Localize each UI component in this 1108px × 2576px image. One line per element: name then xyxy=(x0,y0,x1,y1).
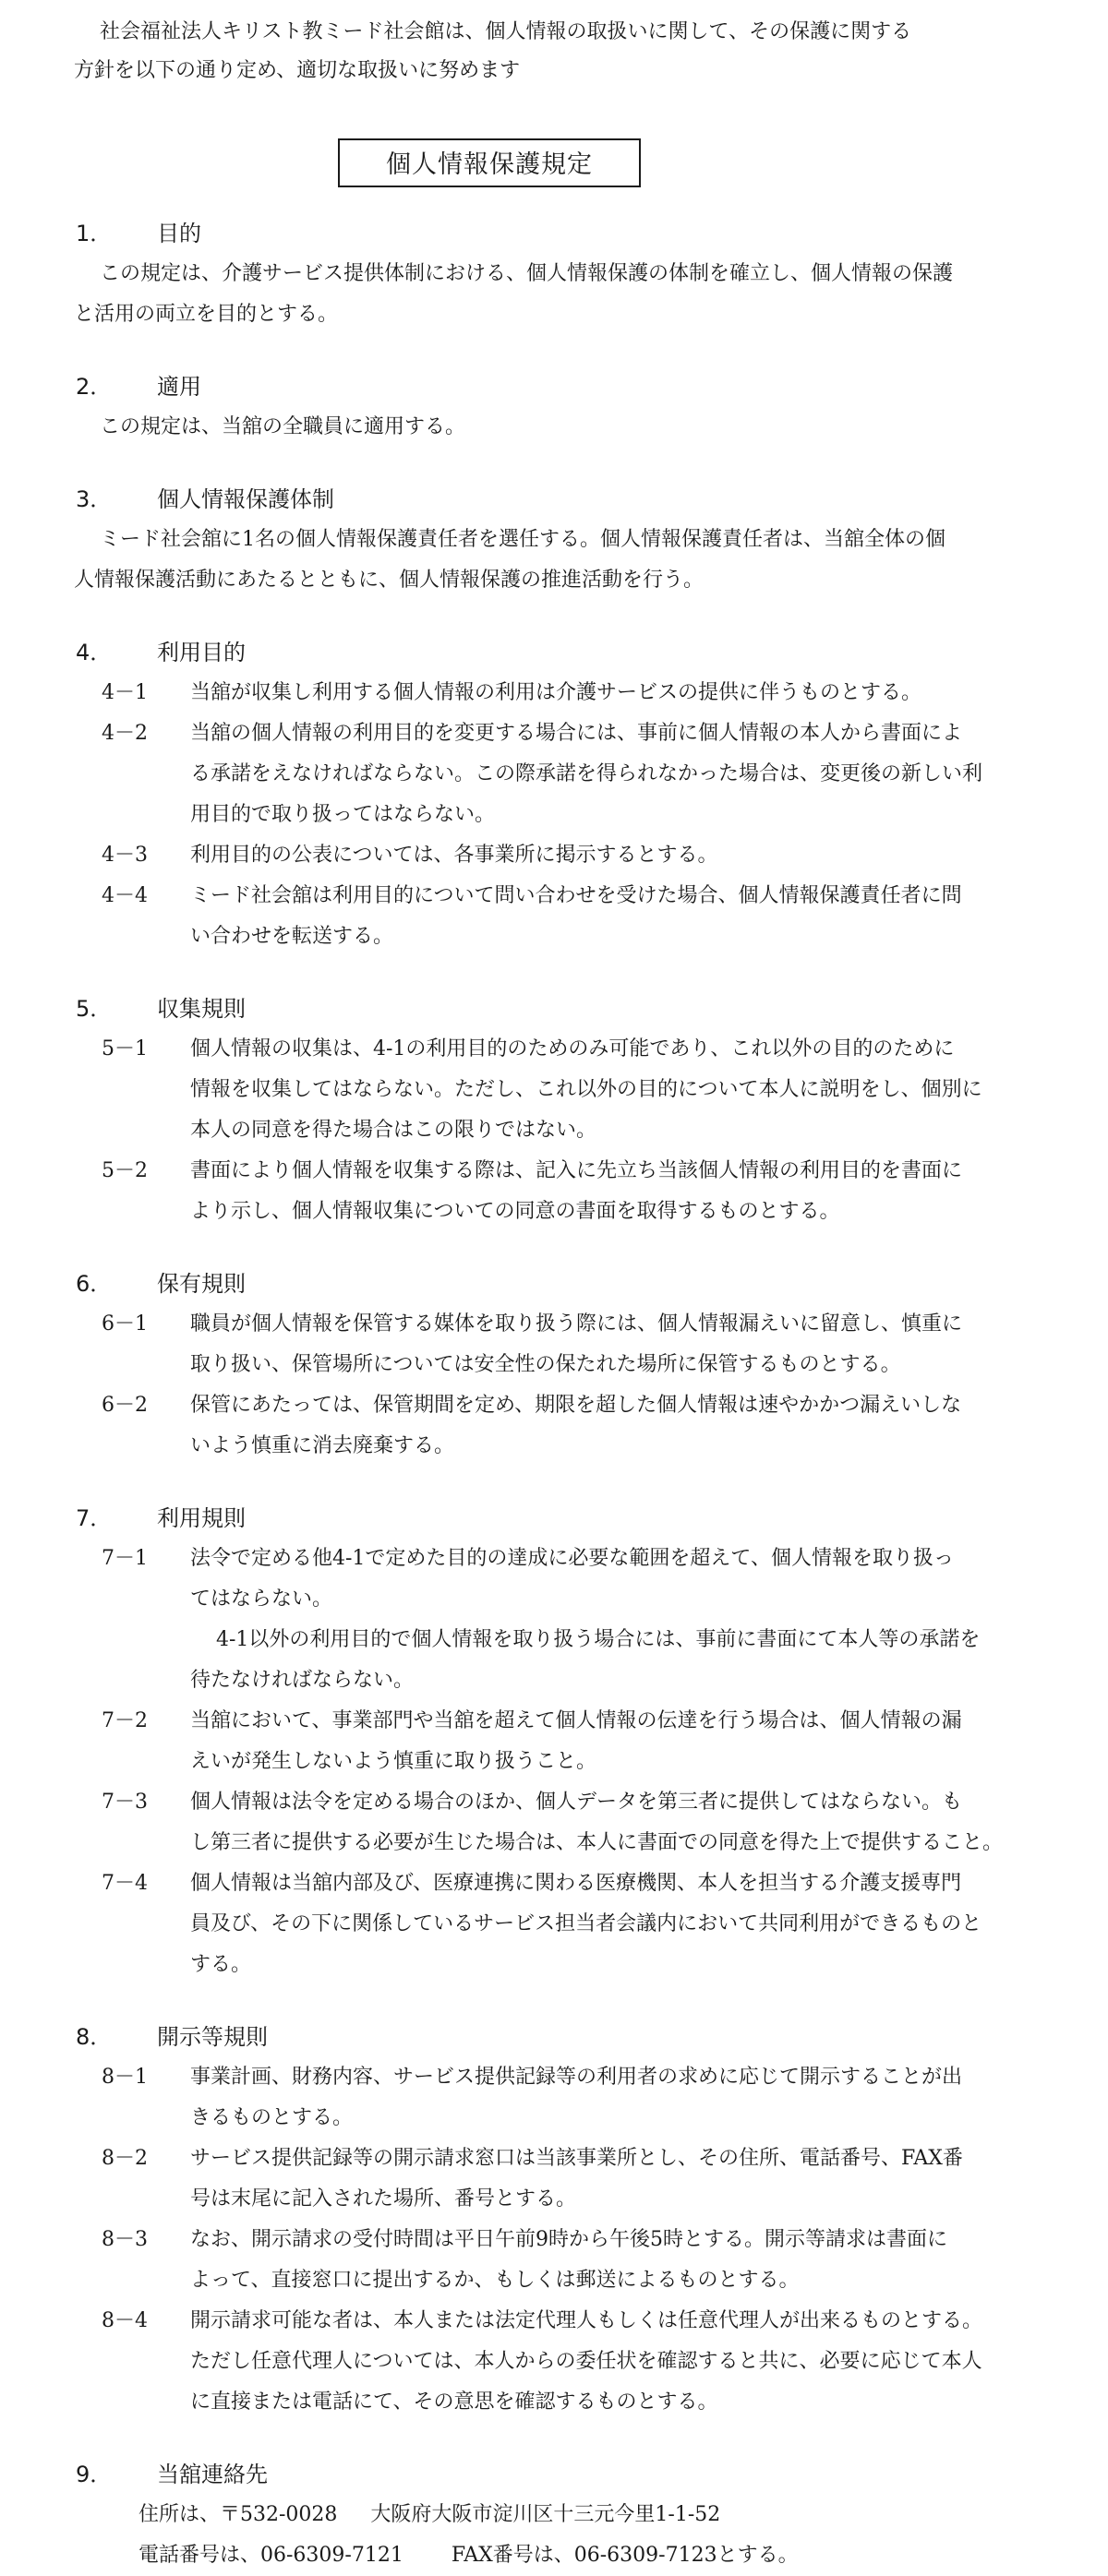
clause-number: 6－1 xyxy=(102,1312,148,1336)
title-wrap xyxy=(74,138,1034,187)
clause-8-1 xyxy=(74,2057,1034,2139)
section-retention-rules xyxy=(74,1264,1034,1467)
clause-text: 号は末尾に記入された場所、番号とする。 xyxy=(190,2187,577,2211)
section-usage-rules xyxy=(74,1498,1034,1985)
section-title: 利用目的 xyxy=(157,640,246,665)
clause-text: いよう慎重に消去廃棄する。 xyxy=(190,1434,455,1457)
section-title: 開示等規則 xyxy=(157,2024,268,2050)
clause-text: 本人の同意を得た場合はこの限りではない。 xyxy=(190,1119,597,1142)
clause-text: 事業計画、財務内容、サービス提供記録等の利用者の求めに応じて開示することが出 xyxy=(190,2066,963,2089)
clause-text: い合わせを転送する。 xyxy=(190,925,394,948)
clause-text: 法令で定める他4-1で定めた目的の達成に必要な範囲を超えて、個人情報を取り扱っ xyxy=(190,1547,954,1570)
section-heading xyxy=(76,1498,1034,1539)
address-text: 大阪府大阪市淀川区十三元今里1-1-52 xyxy=(370,2503,721,2526)
clause-text: 個人情報は法令を定める場合のほか、個人データを第三者に提供してはならない。も xyxy=(190,1791,963,1814)
clause-number: 4－2 xyxy=(102,722,148,745)
clause-text: 情報を収集してはならない。ただし、これ以外の目的について本人に説明をし、個別に xyxy=(190,1078,982,1101)
section-heading xyxy=(76,2454,1034,2495)
clause-text: ただし任意代理人については、本人からの委任状を確認すると共に、必要に応じて本人 xyxy=(190,2350,982,2373)
clause-text: 保管にあたっては、保管期間を定め、期限を超した個人情報は速やかかつ漏えいしな xyxy=(190,1394,962,1417)
section-heading xyxy=(76,479,1034,520)
section-title: 収集規則 xyxy=(157,996,246,1022)
clause-text: 開示請求可能な者は、本人または法定代理人もしくは任意代理人が出来るものとする。 xyxy=(190,2309,983,2332)
clause-text: より示し、個人情報収集についての同意の書面を取得するものとする。 xyxy=(190,1200,840,1223)
contact-address xyxy=(74,2495,1034,2535)
clause-line xyxy=(74,1029,1034,1070)
intro-paragraph xyxy=(74,13,1034,90)
clause-number: 7－1 xyxy=(102,1547,148,1570)
clause-text: し第三者に提供する必要が生じた場合は、本人に書面での同意を得た上で提供すること。 xyxy=(190,1831,1004,1854)
clause-line xyxy=(74,1701,1034,1742)
clause-line xyxy=(74,1385,1034,1426)
clause-line xyxy=(74,673,1034,713)
clause-line xyxy=(74,876,1034,917)
clause-text: ミード社会舘は利用目的について問い合わせを受けた場合、個人情報保護責任者に問 xyxy=(190,884,962,907)
clause-line xyxy=(74,1151,1034,1192)
section-number: 9． xyxy=(76,2462,113,2487)
clause-7-3 xyxy=(74,1782,1034,1863)
clause-text: 待たなければならない。 xyxy=(190,1669,415,1692)
section-number: 4． xyxy=(76,640,113,665)
clause-text: えいが発生しないよう慎重に取り扱うこと。 xyxy=(190,1750,597,1773)
section-heading xyxy=(76,988,1034,1029)
section-title: 個人情報保護体制 xyxy=(157,486,334,512)
phone-number: 電話番号は、06-6309-7121 xyxy=(138,2544,403,2567)
clause-text: に直接または電話にて、その意思を確認するものとする。 xyxy=(190,2390,718,2414)
clause-4-4 xyxy=(74,876,1034,957)
clause-number: 8－2 xyxy=(102,2147,148,2170)
section-number: 5． xyxy=(76,996,113,1022)
clause-number: 7－2 xyxy=(102,1709,148,1732)
section-protection-system xyxy=(74,479,1034,601)
section-heading xyxy=(76,1264,1034,1304)
clause-4-2 xyxy=(74,713,1034,835)
clause-number: 7－3 xyxy=(102,1791,148,1814)
clause-line xyxy=(74,1304,1034,1345)
clause-number: 8－4 xyxy=(102,2309,148,2332)
clause-7-1 xyxy=(74,1539,1034,1701)
clause-text: 取り扱い、保管場所については安全性の保たれた場所に保管するものとする。 xyxy=(190,1353,901,1376)
clause-line xyxy=(74,1782,1034,1823)
clause-number: 4－3 xyxy=(102,844,148,867)
clause-4-1 xyxy=(74,673,1034,713)
clause-text: 職員が個人情報を保管する媒体を取り扱う際には、個人情報漏えいに留意し、慎重に xyxy=(190,1312,963,1336)
section-number: 8． xyxy=(76,2024,113,2050)
contact-numbers xyxy=(74,2535,1034,2576)
section-disclosure-rules xyxy=(74,2017,1034,2423)
clause-8-4 xyxy=(74,2301,1034,2423)
clause-line xyxy=(74,1863,1034,1904)
section-contact xyxy=(74,2454,1034,2576)
section-title: 利用規則 xyxy=(157,1505,246,1531)
section-heading xyxy=(76,632,1034,673)
clause-line xyxy=(74,2301,1034,2342)
clause-text: 利用目的の公表については、各事業所に掲示するとする。 xyxy=(190,844,718,867)
fax-number: FAX番号は、06-6309-7123とする。 xyxy=(451,2544,799,2567)
intro-line: 社会福祉法人キリスト教ミード社会館は、個人情報の取扱いに関して、その保護に関する xyxy=(100,20,912,43)
clause-number: 8－3 xyxy=(102,2228,148,2251)
clause-6-1 xyxy=(74,1304,1034,1385)
clause-4-3 xyxy=(74,835,1034,876)
clause-line xyxy=(74,1539,1034,1579)
clause-line xyxy=(74,2057,1034,2098)
clause-line xyxy=(74,835,1034,876)
section-collection-rules xyxy=(74,988,1034,1232)
section-number: 1． xyxy=(76,221,113,246)
clause-7-2 xyxy=(74,1701,1034,1782)
clause-text: 当舘において、事業部門や当舘を超えて個人情報の伝達を行う場合は、個人情報の漏 xyxy=(190,1709,962,1732)
clause-number: 7－4 xyxy=(102,1872,148,1895)
clause-text: なお、開示請求の受付時間は平日午前9時から午後5時とする。開示等請求は書面に xyxy=(190,2228,947,2251)
section-scope xyxy=(74,366,1034,448)
clause-text: てはならない。 xyxy=(190,1588,333,1611)
body-line: 人情報保護活動にあたるとともに、個人情報保護の推進活動を行う。 xyxy=(74,569,705,592)
clause-text: 個人情報は当舘内部及び、医療連携に関わる医療機関、本人を担当する介護支援専門 xyxy=(190,1872,962,1895)
postal-code: 住所は、〒532-0028 xyxy=(138,2503,338,2526)
clause-text: 員及び、その下に関係しているサービス担当者会議内において共同利用ができるものと xyxy=(190,1912,982,1935)
section-title: 適用 xyxy=(157,374,201,400)
clause-text: サービス提供記録等の開示請求窓口は当該事業所とし、その住所、電話番号、FAX番 xyxy=(190,2147,963,2170)
clause-line xyxy=(74,713,1034,754)
clause-text: よって、直接窓口に提出するか、もしくは郵送によるものとする。 xyxy=(190,2269,800,2292)
section-heading xyxy=(76,366,1034,407)
clause-number: 4－1 xyxy=(102,681,148,704)
section-title: 目的 xyxy=(157,221,201,246)
body-line: ミード社会舘に1名の個人情報保護責任者を選任する。個人情報保護責任者は、当舘全体の個 xyxy=(100,528,946,551)
clause-7-4 xyxy=(74,1863,1034,1985)
clause-5-1 xyxy=(74,1029,1034,1151)
clause-text: 書面により個人情報を収集する際は、記入に先立ち当該個人情報の利用目的を書面に xyxy=(190,1159,963,1182)
section-title: 当舘連絡先 xyxy=(157,2462,268,2487)
clause-number: 6－2 xyxy=(102,1394,148,1417)
clause-line xyxy=(74,2220,1034,2260)
clause-text: 当舘が収集し利用する個人情報の利用は介護サービスの提供に伴うものとする。 xyxy=(190,681,922,704)
intro-line: 方針を以下の通り定め、適切な取扱いに努めます xyxy=(74,59,521,82)
section-number: 3． xyxy=(76,486,113,512)
clause-8-2 xyxy=(74,2139,1034,2220)
section-usage-purpose xyxy=(74,632,1034,957)
clause-number: 5－1 xyxy=(102,1037,148,1060)
section-title: 保有規則 xyxy=(157,1271,246,1297)
clause-text: 当舘の個人情報の利用目的を変更する場合には、事前に個人情報の本人から書面によ xyxy=(190,722,963,745)
clause-number: 4－4 xyxy=(102,884,148,907)
clause-5-2 xyxy=(74,1151,1034,1232)
clause-8-3 xyxy=(74,2220,1034,2301)
section-heading xyxy=(76,2017,1034,2057)
body-line: と活用の両立を目的とする。 xyxy=(74,303,339,326)
clause-number: 8－1 xyxy=(102,2066,148,2089)
clause-text: 個人情報の収集は、4-1の利用目的のためのみ可能であり、これ以外の目的のために xyxy=(190,1037,955,1060)
clause-text: する。 xyxy=(190,1953,252,1976)
body-line: この規定は、当舘の全職員に適用する。 xyxy=(100,415,466,438)
section-purpose xyxy=(74,213,1034,335)
clause-subparagraph: 4-1以外の利用目的で個人情報を取り扱う場合には、事前に書面にて本人等の承諾を xyxy=(216,1628,981,1651)
clause-text: る承諾をえなければならない。この際承諾を得られなかった場合は、変更後の新しい利 xyxy=(190,762,983,785)
clause-6-2 xyxy=(74,1385,1034,1467)
clause-line xyxy=(74,2139,1034,2179)
section-number: 2． xyxy=(76,374,113,400)
section-number: 6． xyxy=(76,1271,113,1297)
clause-text: 用目的で取り扱ってはならない。 xyxy=(190,803,496,826)
section-number: 7． xyxy=(76,1505,113,1531)
section-heading xyxy=(76,213,1034,254)
clause-number: 5－2 xyxy=(102,1159,148,1182)
document-title: 個人情報保護規定 xyxy=(338,138,641,187)
body-line: この規定は、介護サービス提供体制における、個人情報保護の体制を確立し、個人情報の保護 xyxy=(100,262,954,285)
clause-text: きるものとする。 xyxy=(190,2106,354,2129)
